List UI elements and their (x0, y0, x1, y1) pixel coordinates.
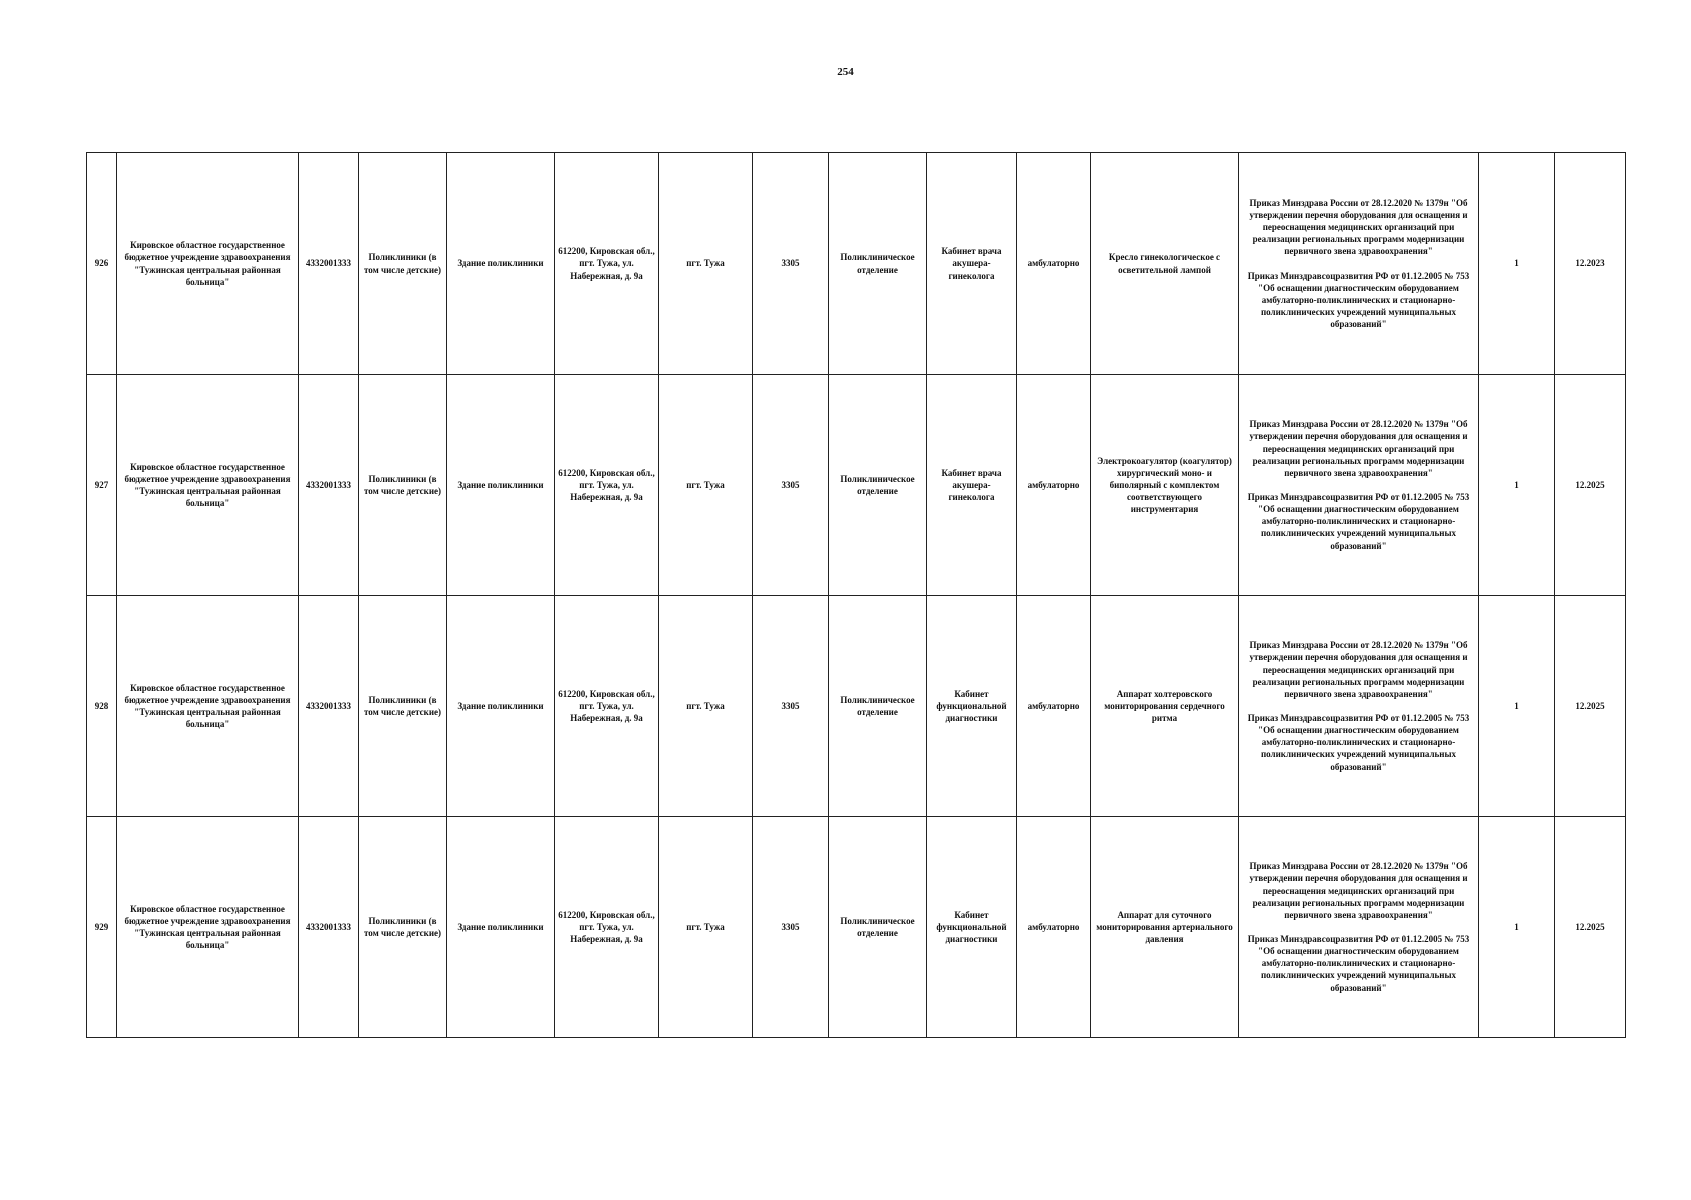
date: 12.2025 (1555, 375, 1626, 596)
care-mode: амбулаторно (1017, 153, 1091, 375)
regulatory-basis: Приказ Минздрава России от 28.12.2020 № 1379н "Об утверждении перечня оборудования для оснащения и переоснащения медицинских организаций при реализации региональных программ модернизации первичного звена здравоохранения" Приказ Минздравсоцразвития РФ от 01.12.2005 № 753 "Об оснащении диагностическим оборудованием амбулаторно-поликлинических и стационарно-поликлинических учреждений муниципальных образований" (1239, 596, 1479, 817)
quantity: 1 (1479, 596, 1555, 817)
date: 12.2025 (1555, 596, 1626, 817)
facility-type: Поликлиники (в том числе детские) (359, 153, 447, 375)
code: 3305 (753, 375, 829, 596)
department: Поликлиническое отделение (829, 375, 927, 596)
table-row (87, 596, 1626, 817)
inn: 4332001333 (299, 153, 359, 375)
address: 612200, Кировская обл., пгт. Тужа, ул. Набережная, д. 9а (555, 817, 659, 1038)
organization-name: Кировское областное государственное бюджетное учреждение здравоохранения "Тужинская центральная районная больница" (117, 153, 299, 375)
care-mode: амбулаторно (1017, 375, 1091, 596)
department: Поликлиническое отделение (829, 817, 927, 1038)
facility-type: Поликлиники (в том числе детские) (359, 817, 447, 1038)
regulatory-basis: Приказ Минздрава России от 28.12.2020 № 1379н "Об утверждении перечня оборудования для оснащения и переоснащения медицинских организаций при реализации региональных программ модернизации первичного звена здравоохранения" Приказ Минздравсоцразвития РФ от 01.12.2005 № 753 "Об оснащении диагностическим оборудованием амбулаторно-поликлинических и стационарно-поликлинических учреждений муниципальных образований" (1239, 153, 1479, 375)
department: Поликлиническое отделение (829, 153, 927, 375)
page-number: 254 (837, 66, 854, 78)
regulatory-basis: Приказ Минздрава России от 28.12.2020 № 1379н "Об утверждении перечня оборудования для оснащения и переоснащения медицинских организаций при реализации региональных программ модернизации первичного звена здравоохранения" Приказ Минздравсоцразвития РФ от 01.12.2005 № 753 "Об оснащении диагностическим оборудованием амбулаторно-поликлинических и стационарно-поликлинических учреждений муниципальных образований" (1239, 817, 1479, 1038)
equipment-name: Кресло гинекологическое с осветительной лампой (1091, 153, 1239, 375)
building: Здание поликлиники (447, 153, 555, 375)
organization-name: Кировское областное государственное бюджетное учреждение здравоохранения "Тужинская центральная районная больница" (117, 375, 299, 596)
care-mode: амбулаторно (1017, 817, 1091, 1038)
address: 612200, Кировская обл., пгт. Тужа, ул. Набережная, д. 9а (555, 596, 659, 817)
code: 3305 (753, 596, 829, 817)
date: 12.2023 (1555, 153, 1626, 375)
row-number: 927 (87, 375, 117, 596)
locality: пгт. Тужа (659, 817, 753, 1038)
room: Кабинет врача акушера-гинеколога (927, 153, 1017, 375)
facility-type: Поликлиники (в том числе детские) (359, 596, 447, 817)
address: 612200, Кировская обл., пгт. Тужа, ул. Набережная, д. 9а (555, 375, 659, 596)
inn: 4332001333 (299, 375, 359, 596)
quantity: 1 (1479, 153, 1555, 375)
equipment-name: Аппарат холтеровского мониторирования сердечного ритма (1091, 596, 1239, 817)
locality: пгт. Тужа (659, 153, 753, 375)
equipment-name: Аппарат для суточного мониторирования артериального давления (1091, 817, 1239, 1038)
building: Здание поликлиники (447, 375, 555, 596)
room: Кабинет функциональной диагностики (927, 596, 1017, 817)
table-row (87, 375, 1626, 596)
row-number: 928 (87, 596, 117, 817)
room: Кабинет функциональной диагностики (927, 817, 1017, 1038)
code: 3305 (753, 817, 829, 1038)
facility-type: Поликлиники (в том числе детские) (359, 375, 447, 596)
equipment-name: Электрокоагулятор (коагулятор) хирургический моно- и биполярный с комплектом соответствующего инструментария (1091, 375, 1239, 596)
building: Здание поликлиники (447, 596, 555, 817)
table-row (87, 817, 1626, 1038)
organization-name: Кировское областное государственное бюджетное учреждение здравоохранения "Тужинская центральная районная больница" (117, 596, 299, 817)
inn: 4332001333 (299, 596, 359, 817)
locality: пгт. Тужа (659, 375, 753, 596)
code: 3305 (753, 153, 829, 375)
table-row (87, 153, 1626, 375)
address: 612200, Кировская обл., пгт. Тужа, ул. Набережная, д. 9а (555, 153, 659, 375)
organization-name: Кировское областное государственное бюджетное учреждение здравоохранения "Тужинская центральная районная больница" (117, 817, 299, 1038)
quantity: 1 (1479, 817, 1555, 1038)
equipment-table (86, 152, 1626, 1038)
care-mode: амбулаторно (1017, 596, 1091, 817)
locality: пгт. Тужа (659, 596, 753, 817)
row-number: 926 (87, 153, 117, 375)
room: Кабинет врача акушера-гинеколога (927, 375, 1017, 596)
building: Здание поликлиники (447, 817, 555, 1038)
department: Поликлиническое отделение (829, 596, 927, 817)
inn: 4332001333 (299, 817, 359, 1038)
quantity: 1 (1479, 375, 1555, 596)
regulatory-basis: Приказ Минздрава России от 28.12.2020 № 1379н "Об утверждении перечня оборудования для оснащения и переоснащения медицинских организаций при реализации региональных программ модернизации первичного звена здравоохранения" Приказ Минздравсоцразвития РФ от 01.12.2005 № 753 "Об оснащении диагностическим оборудованием амбулаторно-поликлинических и стационарно-поликлинических учреждений муниципальных образований" (1239, 375, 1479, 596)
date: 12.2025 (1555, 817, 1626, 1038)
row-number: 929 (87, 817, 117, 1038)
